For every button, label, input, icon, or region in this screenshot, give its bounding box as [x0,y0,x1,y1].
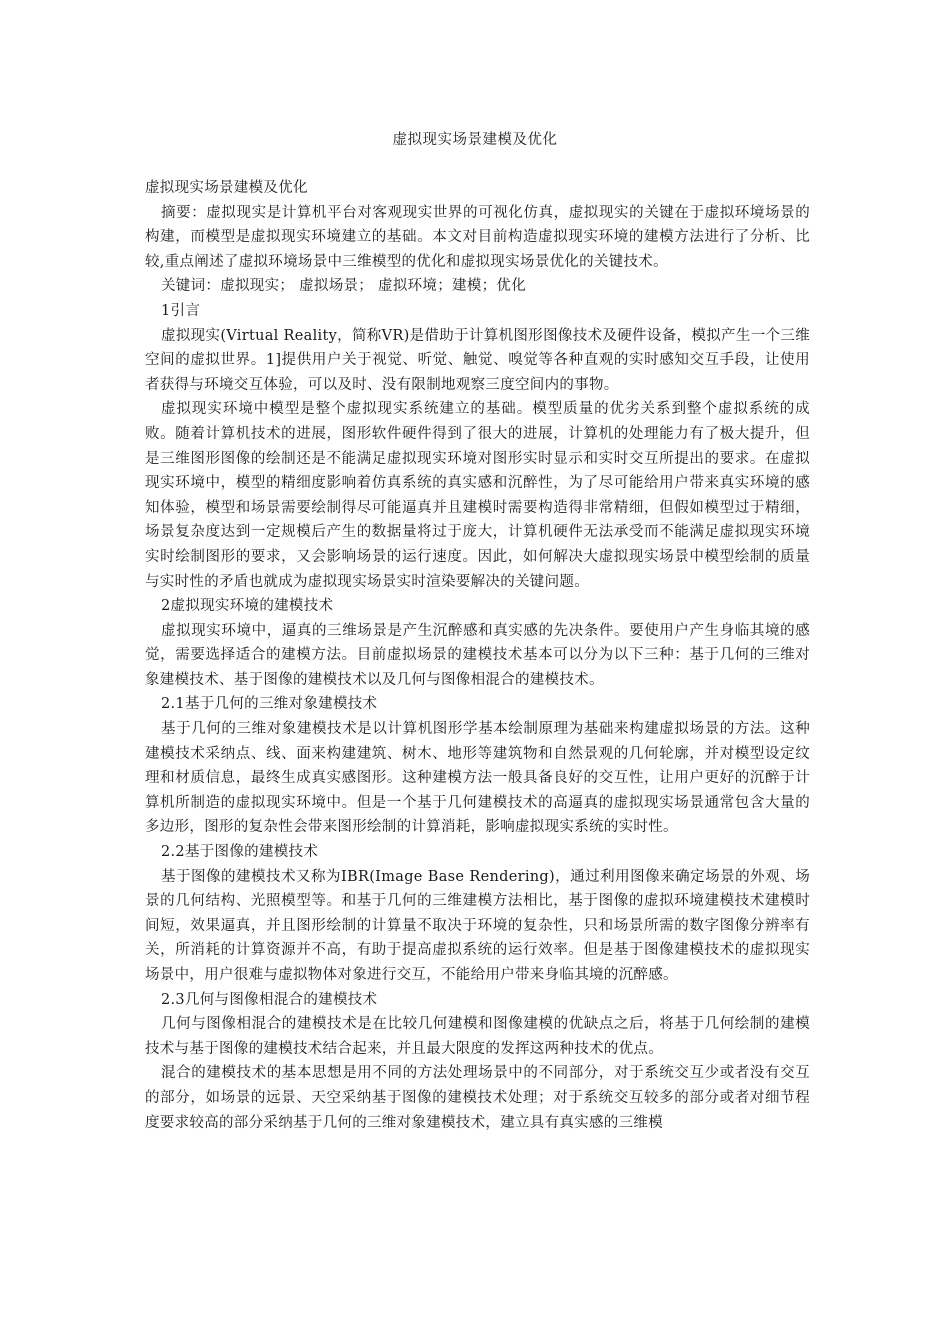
page-title: 虚拟现实场景建模及优化 [392,132,558,148]
document-heading: 虚拟现实场景建模及优化 [145,180,308,196]
section-2-1-title: 2.1基于几何的三维对象建模技术 [161,696,378,713]
section-2-2-title: 2.2基于图像的建模技术 [161,844,319,861]
section-2-2-paragraph-1: 基于图像的建模技术又称为IBR(Image Base Rendering)，通过利用图像来确定场景的外观、场景的几何结构、光照模型等。和基于几何的三维建模方法相比，基于图像的虚拟环境建模技术建模时间短，效果逼真，并且图形绘制的计算量不取决于环境的复杂性，只和场景所需的数字图像分辨率有关，所消耗的计算资源并不高，有助于提高虚拟系统的运行效率。但是基于图像建模技术的虚拟现实场景中，用户很难与虚拟物体对象进行交互，不能给用户带来身临其境的沉醉感。 [145,868,810,983]
section-2-title: 2虚拟现实环境的建模技术 [161,598,334,615]
section-1-paragraph-1: 虚拟现实(Virtual Reality，简称VR)是借助于计算机图形图像技术及硬件设备，模拟产生一个三维空间的虚拟世界。1]提供用户关于视觉、听觉、触觉、嗅觉等各种直观的实时感知交互手段，让使用者获得与环境交互体验，可以及时、没有限制地观察三度空间内的事物。 [145,327,810,393]
keywords-line: 关键词：虚拟现实； 虚拟场景； 虚拟环境；建模；优化 [161,278,527,295]
document-body [145,176,810,1135]
abstract-paragraph: 摘要：虚拟现实是计算机平台对客观现实世界的可视化仿真，虚拟现实的关键在于虚拟环境场景的构建，而模型是虚拟现实环境建立的基础。本文对目前构造虚拟现实环境的建模方法进行了分析、比较,重点阐述了虚拟环境场景中三维模型的优化和虚拟现实场景优化的关键技术。 [145,204,810,270]
section-1-title: 1引言 [161,302,201,319]
section-2-3-paragraph-1: 几何与图像相混合的建模技术是在比较几何建模和图像建模的优缺点之后，将基于几何绘制的建模技术与基于图像的建模技术结合起来，并且最大限度的发挥这两种技术的优点。 [145,1016,810,1057]
section-2-3-title: 2.3几何与图像相混合的建模技术 [161,991,378,1008]
section-2-1-paragraph-1: 基于几何的三维对象建模技术是以计算机图形学基本绘制原理为基础来构建虚拟场景的方法。这种建模技术采纳点、线、面来构建建筑、树木、地形等建筑物和自然景观的几何轮廓，并对模型设定纹理和材质信息，最终生成真实感图形。这种建模方法一般具备良好的交互性，让用户更好的沉醉于计算机所制造的虚拟现实环境中。但是一个基于几何建模技术的高逼真的虚拟现实场景通常包含大量的多边形，图形的复杂性会带来图形绘制的计算消耗，影响虚拟现实系统的实时性。 [145,721,810,836]
section-2-3-paragraph-2: 混合的建模技术的基本思想是用不同的方法处理场景中的不同部分，对于系统交互少或者没有交互的部分，如场景的远景、天空采纳基于图像的建模技术处理；对于系统交互较多的部分或者对细节程度要求较高的部分采纳基于几何的三维对象建模技术，建立具有真实感的三维模 [145,1065,810,1131]
section-2-paragraph-1: 虚拟现实环境中，逼真的三维场景是产生沉醉感和真实感的先决条件。要使用户产生身临其境的感觉，需要选择适合的建模方法。目前虚拟场景的建模技术基本可以分为以下三种：基于几何的三维对象建模技术、基于图像的建模技术以及几何与图像相混合的建模技术。 [145,622,810,688]
section-1-paragraph-2: 虚拟现实环境中模型是整个虚拟现实系统建立的基础。模型质量的优劣关系到整个虚拟系统的成败。随着计算机技术的进展，图形软件硬件得到了很大的进展，计算机的处理能力有了极大提升，但是三维图形图像的绘制还是不能满足虚拟现实环境对图形实时显示和实时交互所提出的要求。在虚拟现实环境中，模型的精细度影响着仿真系统的真实感和沉醉性，为了尽可能给用户带来真实环境的感知体验，模型和场景需要绘制得尽可能逼真并且建模时需要构造得非常精细，但假如模型过于精细，场景复杂度达到一定规模后产生的数据量将过于庞大，计算机硬件无法承受而不能满足虚拟现实环境实时绘制图形的要求，又会影响场景的运行速度。因此，如何解决大虚拟现实场景中模型绘制的质量与实时性的矛盾也就成为虚拟现实场景实时渲染要解决的关键问题。 [145,401,810,590]
